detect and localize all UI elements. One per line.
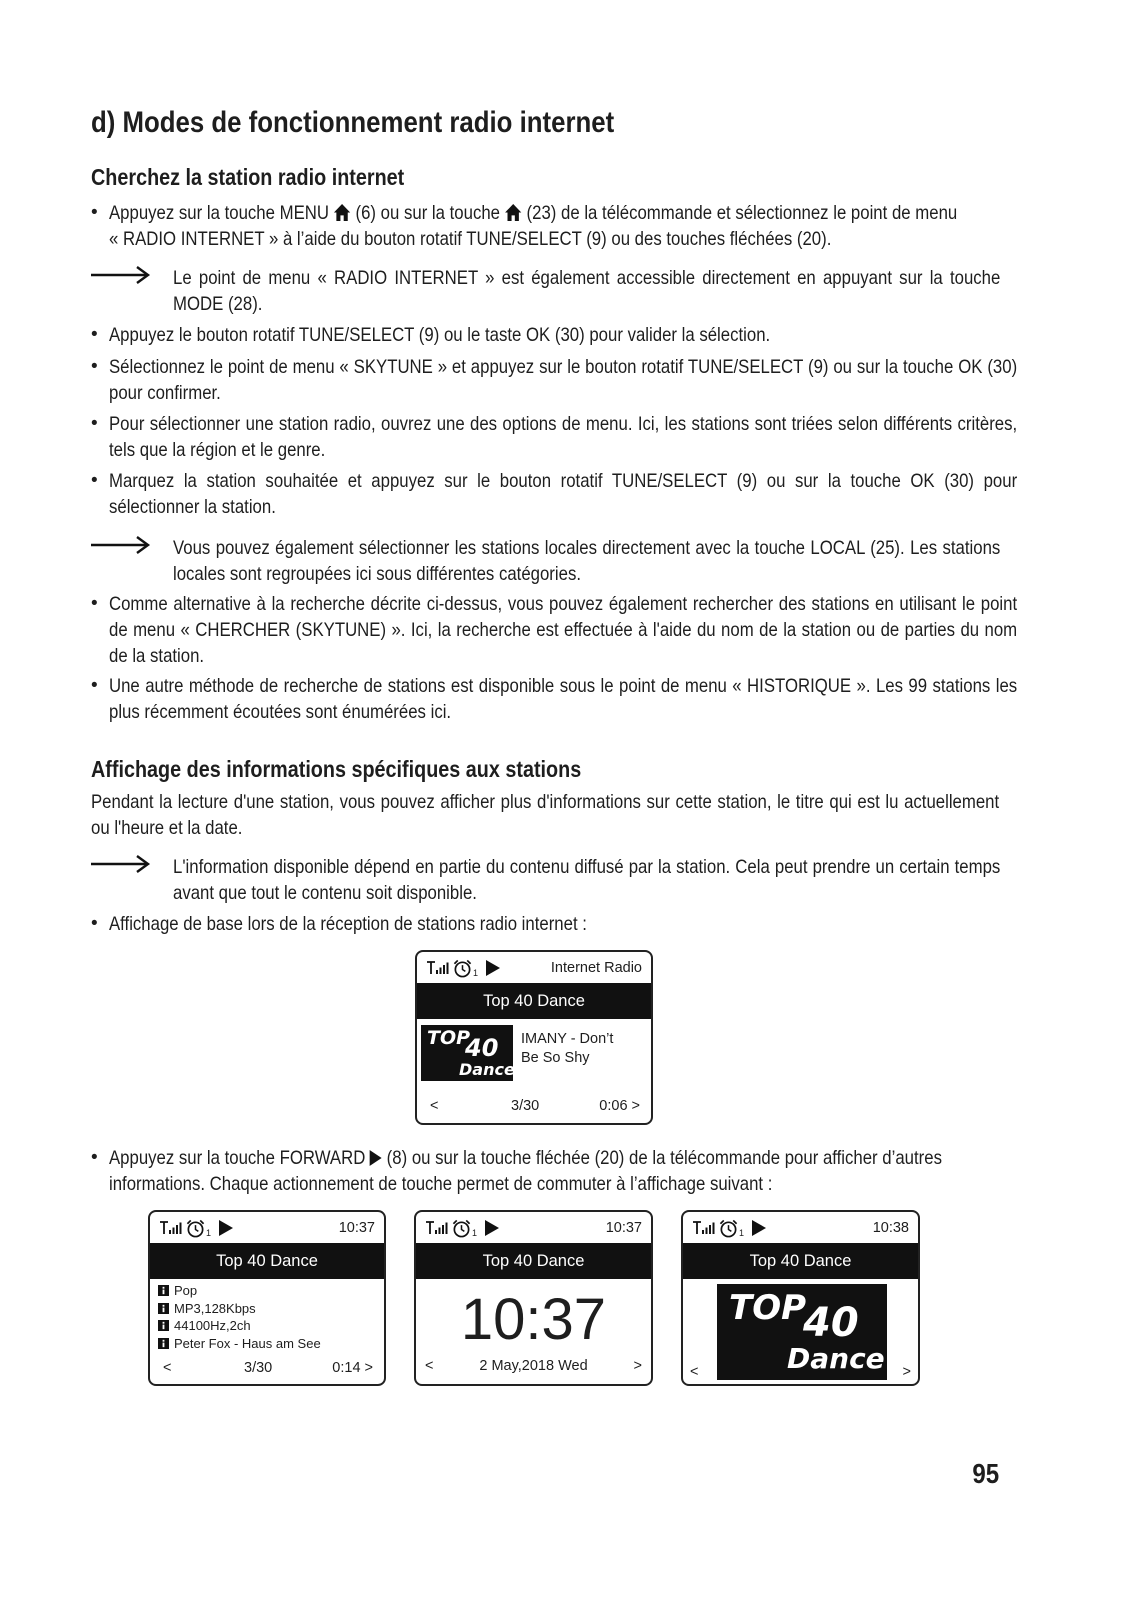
- arrow-icon: [91, 854, 151, 874]
- bullet-dot: •: [91, 202, 98, 223]
- station-bar: Top 40 Dance: [416, 1243, 651, 1279]
- alarm-icon: [452, 1219, 471, 1238]
- info-list: [158, 1282, 321, 1352]
- bullet-dot: •: [91, 675, 98, 696]
- info-row: Pop: [158, 1282, 321, 1300]
- clock-label: 10:37: [338, 1220, 375, 1236]
- bullet-text: (6) ou sur la touche: [355, 202, 501, 224]
- bullet-text: Appuyez le bouton rotatif TUNE/SELECT (9) ou le taste OK (30) pour valider la sélection.: [109, 324, 771, 346]
- info-row: MP3,128Kbps: [158, 1300, 321, 1318]
- bullet-dot: •: [91, 413, 98, 434]
- bullet-dot: •: [91, 470, 98, 491]
- signal-icon: [427, 961, 449, 975]
- lcd-display-basic: [415, 950, 653, 1125]
- prev-indicator: <: [690, 1364, 699, 1380]
- home-icon: [334, 204, 351, 221]
- status-icons: [426, 1217, 499, 1239]
- station-logo-large: TOP 40 Dance: [717, 1284, 887, 1380]
- bullet-text: Marquez la station souhaitée et appuyez sur le bouton rotatif TUNE/SELECT (9) ou sur la touche OK (30) pour sélectionner la station.: [109, 470, 1018, 518]
- lcd-display-info: [148, 1210, 386, 1386]
- play-icon: [485, 1220, 499, 1236]
- info-icon: [158, 1303, 169, 1314]
- station-bar: Top 40 Dance: [417, 983, 651, 1019]
- bullet-text: Sélectionnez le point de menu « SKYTUNE » et appuyez sur le bouton rotatif TUNE/SELECT (9) ou sur la touche OK (30) pour confirmer.: [109, 356, 1018, 404]
- bullet-text: (8) ou sur la touche fléchée (20) de la télécommande pour afficher d’autres: [386, 1147, 942, 1169]
- play-time: 0:14 >: [332, 1360, 373, 1376]
- arrow-icon: [91, 265, 151, 285]
- play-icon: [370, 1150, 382, 1166]
- page-number: 95: [972, 1458, 999, 1489]
- paragraph: Pendant la lecture d'une station, vous pouvez afficher plus d'informations sur cette station, le titre qui est lu actuellement ou l'heure et la date.: [91, 791, 1000, 839]
- bullet-text: Comme alternative à la recherche décrite ci-dessus, vous pouvez également rechercher des stations en utilisant le point de menu « CHERCHER (SKYTUNE) ». Ici, la recherche est effectuée à l'aide du nom de la station ou de parties du nom de la station.: [109, 593, 1018, 667]
- status-icons: [160, 1217, 233, 1239]
- note-text: L'information disponible dépend en partie du contenu diffusé par la station. Cela peut prendre un certain temps avant que tout le contenu soit disponible.: [173, 856, 1001, 904]
- subsection-title-info: Affichage des informations spécifiques aux stations: [91, 756, 582, 782]
- track-line: Be So Shy: [521, 1050, 590, 1066]
- section-title: d) Modes de fonctionnement radio internet: [91, 106, 615, 139]
- signal-icon: [426, 1221, 448, 1235]
- arrow-icon: [91, 535, 151, 555]
- prev-indicator: <: [425, 1358, 434, 1374]
- signal-icon: [160, 1221, 182, 1235]
- bullet-text: informations. Chaque actionnement de touche permet de commuter à l’affichage suivant :: [109, 1173, 773, 1195]
- info-row: 44100Hz,2ch: [158, 1317, 321, 1335]
- bullet-dot: •: [91, 324, 98, 345]
- note-text: Le point de menu « RADIO INTERNET » est également accessible directement en appuyant sur la touche MODE (28).: [173, 267, 1001, 315]
- lcd-display-logo: [681, 1210, 920, 1386]
- home-icon: [505, 204, 522, 221]
- bullet-dot: •: [91, 593, 98, 614]
- bullet-dot: •: [91, 913, 98, 934]
- bullet-text: « RADIO INTERNET » à l’aide du bouton rotatif TUNE/SELECT (9) ou des touches fléchées (20).: [109, 228, 832, 250]
- track-line: IMANY - Don’t: [521, 1031, 614, 1047]
- bullet-dot: •: [91, 356, 98, 377]
- info-row: Peter Fox - Haus am See: [158, 1335, 321, 1353]
- alarm-icon: [453, 959, 472, 978]
- bullet-text: Appuyez sur la touche MENU: [109, 202, 329, 224]
- station-bar: Top 40 Dance: [150, 1243, 384, 1279]
- clock-label: 10:37: [605, 1220, 642, 1236]
- bullet-text: (23) de la télécommande et sélectionnez le point de menu: [526, 202, 958, 224]
- alarm-icon: [719, 1219, 738, 1238]
- alarm-icon: [186, 1219, 205, 1238]
- subsection-title-search: Cherchez la station radio internet: [91, 164, 405, 190]
- alarm-number: 1: [472, 1228, 478, 1238]
- station-index: 3/30: [244, 1360, 273, 1376]
- station-logo: TOP 40 Dance: [421, 1025, 513, 1081]
- next-indicator: >: [902, 1364, 911, 1380]
- alarm-number: 1: [473, 968, 479, 978]
- info-icon: [158, 1285, 169, 1296]
- prev-indicator: <: [163, 1360, 172, 1376]
- bullet-text: Pour sélectionner une station radio, ouvrez une des options de menu. Ici, les stations sont triées selon différents critères, tels que la région et le genre.: [109, 413, 1018, 461]
- signal-icon: [693, 1221, 715, 1235]
- track-info: [521, 1030, 613, 1068]
- note-text: Vous pouvez également sélectionner les stations locales directement avec la touche LOCAL (25). Les stations locales sont regroupées ici sous différentes catégories.: [173, 537, 1001, 585]
- alarm-number: 1: [206, 1228, 212, 1238]
- play-icon: [752, 1220, 766, 1236]
- play-time: 0:06 >: [599, 1098, 640, 1114]
- station-bar: Top 40 Dance: [683, 1243, 918, 1279]
- status-icons: [427, 957, 500, 979]
- info-icon: [158, 1320, 169, 1331]
- bullet-text: Appuyez sur la touche FORWARD: [109, 1147, 366, 1169]
- clock-label: 10:38: [872, 1220, 909, 1236]
- bullet-text: Affichage de base lors de la réception de stations radio internet :: [109, 913, 587, 935]
- info-icon: [158, 1338, 169, 1349]
- alarm-number: 1: [739, 1228, 745, 1238]
- bullet-text: Une autre méthode de recherche de stations est disponible sous le point de menu « HISTORIQUE ». Les 99 stations les plus récemment écoutées sont énumérées ici.: [109, 675, 1018, 723]
- play-icon: [219, 1220, 233, 1236]
- play-icon: [486, 960, 500, 976]
- big-clock: 10:37: [460, 1287, 607, 1352]
- date-label: 2 May,2018 Wed: [479, 1358, 588, 1374]
- mode-label: Internet Radio: [550, 960, 642, 976]
- station-index: 3/30: [511, 1098, 540, 1114]
- prev-indicator: <: [430, 1098, 439, 1114]
- lcd-display-clock: [414, 1210, 653, 1386]
- status-icons: [693, 1217, 766, 1239]
- bullet-dot: •: [91, 1147, 98, 1168]
- next-indicator: >: [633, 1358, 642, 1374]
